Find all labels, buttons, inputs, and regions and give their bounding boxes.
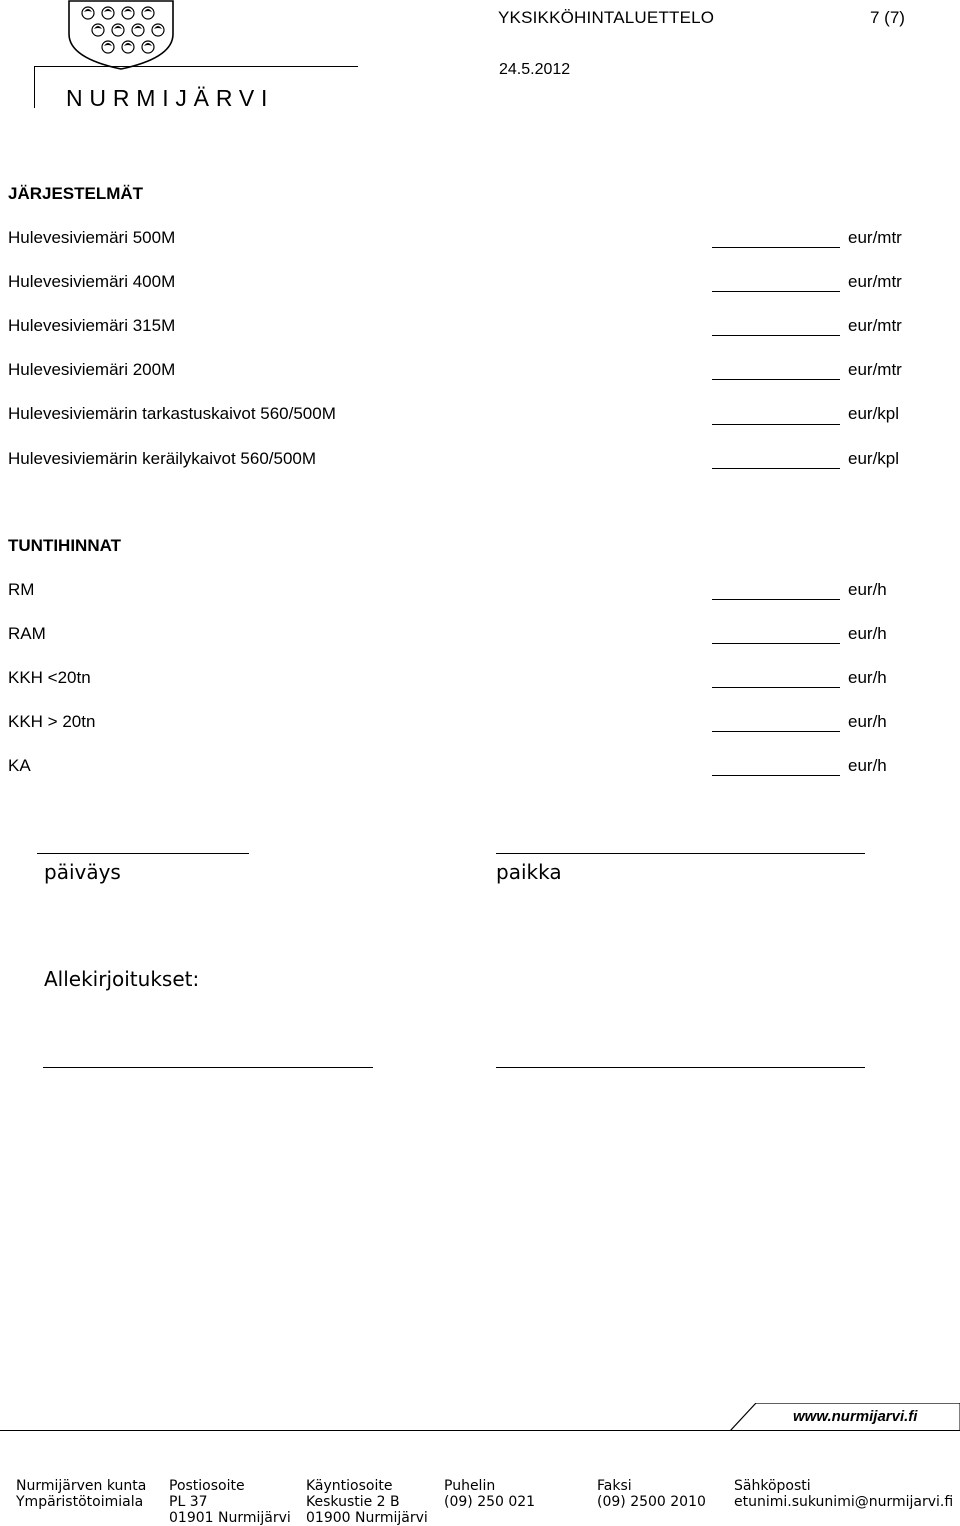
price-unit: eur/mtr bbox=[848, 316, 902, 335]
price-row-label: RAM bbox=[8, 624, 46, 643]
page-number: 7 (7) bbox=[870, 8, 905, 27]
price-entry-line[interactable] bbox=[712, 687, 840, 688]
price-row-label: RM bbox=[8, 580, 35, 599]
signatures-label: Allekirjoitukset: bbox=[44, 967, 200, 991]
section-title: TUNTIHINNAT bbox=[8, 536, 121, 555]
price-unit: eur/h bbox=[848, 668, 887, 687]
brand-name: NURMIJÄRVI bbox=[66, 85, 275, 111]
footer-email-link[interactable]: etunimi.sukunimi@nurmijarvi.fi bbox=[734, 1494, 954, 1510]
price-entry-line[interactable] bbox=[712, 775, 840, 776]
price-entry-line[interactable] bbox=[712, 643, 840, 644]
signature-line-2[interactable] bbox=[496, 1067, 865, 1068]
footer-column-visit bbox=[306, 1478, 428, 1526]
price-entry-line[interactable] bbox=[712, 424, 840, 425]
price-entry-line[interactable] bbox=[712, 247, 840, 248]
price-entry-line[interactable] bbox=[712, 379, 840, 380]
price-row-label: Hulevesiviemärin tarkastuskaivot 560/500M bbox=[8, 404, 336, 423]
price-row-label: KKH <20tn bbox=[8, 668, 91, 687]
place-label: paikka bbox=[496, 860, 562, 884]
footer-line: (09) 2500 2010 bbox=[597, 1494, 706, 1510]
footer-heading: Nurmijärven kunta bbox=[16, 1478, 147, 1494]
price-entry-line[interactable] bbox=[712, 291, 840, 292]
price-row-label: Hulevesiviemäri 400M bbox=[8, 272, 176, 291]
footer-rule bbox=[0, 1430, 960, 1431]
price-row-label: Hulevesiviemäri 315M bbox=[8, 316, 176, 335]
price-row-label: Hulevesiviemärin keräilykaivot 560/500M bbox=[8, 449, 317, 468]
footer-heading: Puhelin bbox=[444, 1478, 496, 1494]
price-entry-line[interactable] bbox=[712, 731, 840, 732]
price-unit: eur/mtr bbox=[848, 228, 902, 247]
footer-column-postal bbox=[169, 1478, 291, 1526]
price-unit: eur/kpl bbox=[848, 449, 900, 468]
footer-line: 01901 Nurmijärvi bbox=[169, 1510, 291, 1526]
price-row-label: KA bbox=[8, 756, 31, 775]
website-link[interactable]: www.nurmijarvi.fi bbox=[793, 1408, 918, 1425]
place-signature-line[interactable] bbox=[496, 853, 865, 854]
price-unit: eur/mtr bbox=[848, 272, 902, 291]
nurmijarvi-coat-of-arms-icon bbox=[66, 0, 176, 70]
footer-column-municipality bbox=[16, 1478, 146, 1510]
price-row-label: Hulevesiviemäri 500M bbox=[8, 228, 176, 247]
date-label: päiväys bbox=[44, 860, 121, 884]
price-entry-line[interactable] bbox=[712, 335, 840, 336]
price-unit: eur/h bbox=[848, 580, 887, 599]
footer-line: PL 37 bbox=[169, 1494, 208, 1510]
document-date: 24.5.2012 bbox=[499, 61, 571, 78]
price-row-label: Hulevesiviemäri 200M bbox=[8, 360, 176, 379]
footer-heading: Faksi bbox=[597, 1478, 632, 1494]
footer-heading: Käyntiosoite bbox=[306, 1478, 393, 1494]
price-row-label: KKH > 20tn bbox=[8, 712, 96, 731]
price-unit: eur/kpl bbox=[848, 404, 900, 423]
footer-line: Ympäristötoimiala bbox=[16, 1494, 144, 1510]
price-unit: eur/h bbox=[848, 624, 887, 643]
footer-column-email bbox=[734, 1478, 953, 1510]
header-rule bbox=[34, 66, 358, 67]
price-entry-line[interactable] bbox=[712, 599, 840, 600]
price-entry-line[interactable] bbox=[712, 468, 840, 469]
footer-heading: Postiosoite bbox=[169, 1478, 245, 1494]
footer-heading: Sähköposti bbox=[734, 1478, 811, 1494]
header-rule-vertical bbox=[34, 66, 35, 108]
signature-line-1[interactable] bbox=[43, 1067, 373, 1068]
price-unit: eur/mtr bbox=[848, 360, 902, 379]
document-title: YKSIKKÖHINTALUETTELO bbox=[498, 8, 715, 27]
price-unit: eur/h bbox=[848, 712, 887, 731]
footer-column-phone bbox=[444, 1478, 535, 1510]
section-title: JÄRJESTELMÄT bbox=[8, 184, 144, 203]
date-signature-line[interactable] bbox=[37, 853, 249, 854]
footer-line: Keskustie 2 B bbox=[306, 1494, 400, 1510]
price-unit: eur/h bbox=[848, 756, 887, 775]
footer-line: 01900 Nurmijärvi bbox=[306, 1510, 428, 1526]
footer-column-fax bbox=[597, 1478, 706, 1510]
footer-line: (09) 250 021 bbox=[444, 1494, 536, 1510]
